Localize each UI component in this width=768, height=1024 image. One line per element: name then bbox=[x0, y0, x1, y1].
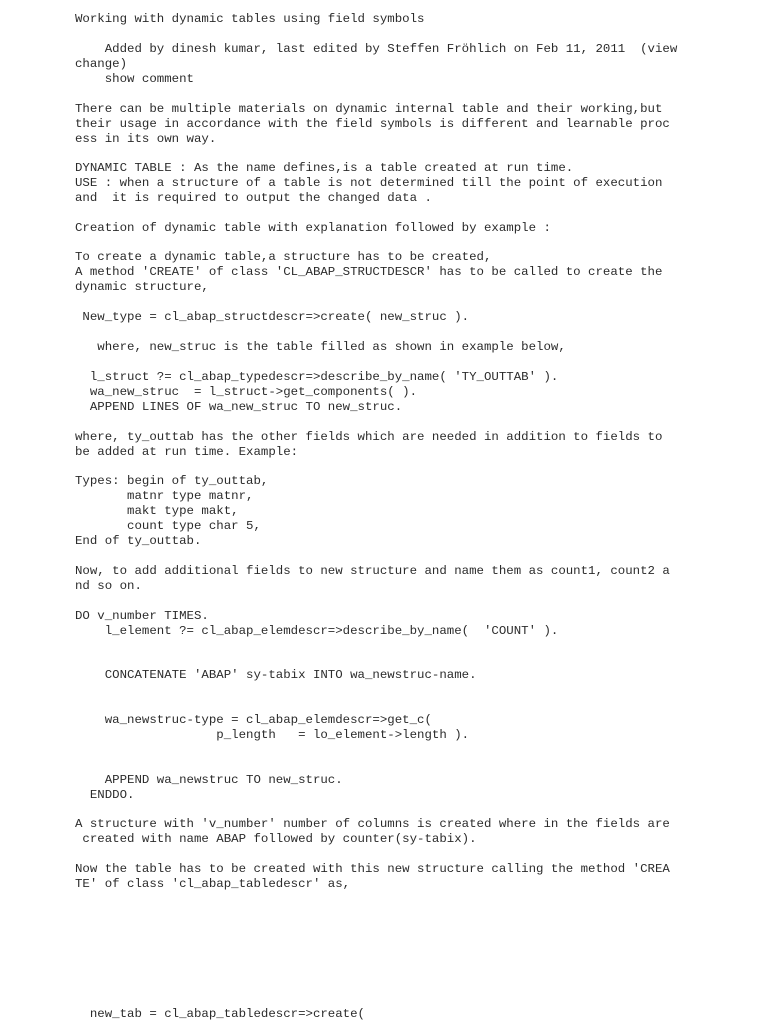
definition-line: DYNAMIC TABLE : As the name defines,is a table created at run time. bbox=[75, 161, 574, 175]
table-create-line: Now the table has to be created with this new structure calling the method 'CREA bbox=[75, 862, 670, 876]
code-fill-struct-line: APPEND LINES OF wa_new_struc TO new_struc. bbox=[75, 400, 403, 414]
steps-intro-line: To create a dynamic table,a structure has to be created, bbox=[75, 250, 492, 264]
add-fields-line: Now, to add additional fields to new structure and name them as count1, count2 a bbox=[75, 564, 670, 578]
code-types-line: End of ty_outtab. bbox=[75, 534, 202, 548]
code-loop-describe: l_element ?= cl_abap_elemdescr=>describe_by_name( 'COUNT' ). bbox=[75, 624, 559, 638]
show-comment-link[interactable]: show comment bbox=[75, 72, 194, 86]
document-title: Working with dynamic tables using field symbols bbox=[75, 12, 425, 26]
steps-intro-line: dynamic structure, bbox=[75, 280, 209, 294]
creation-heading: Creation of dynamic table with explanation followed by example : bbox=[75, 221, 551, 235]
intro-line: There can be multiple materials on dynamic internal table and their working,but bbox=[75, 102, 663, 116]
code-loop-concatenate: CONCATENATE 'ABAP' sy-tabix INTO wa_newstruc-name. bbox=[75, 668, 477, 682]
code-types-line: Types: begin of ty_outtab, bbox=[75, 474, 269, 488]
add-fields-line: nd so on. bbox=[75, 579, 142, 593]
code-loop-enddo: ENDDO. bbox=[75, 788, 135, 802]
intro-line: their usage in accordance with the field symbols is different and learnable proc bbox=[75, 117, 670, 131]
code-loop-append: APPEND wa_newstruc TO new_struc. bbox=[75, 773, 343, 787]
code-loop-get-c: wa_newstruc-type = cl_abap_elemdescr=>get_c( bbox=[75, 713, 432, 727]
code-loop-do: DO v_number TIMES. bbox=[75, 609, 209, 623]
where-ty-outtab-line: where, ty_outtab has the other fields which are needed in addition to fields to bbox=[75, 430, 663, 444]
code-create-struct: New_type = cl_abap_structdescr=>create( new_struc ). bbox=[75, 310, 470, 324]
definition-line: and it is required to output the changed data . bbox=[75, 191, 432, 205]
code-new-tab: new_tab = cl_abap_tabledescr=>create( bbox=[75, 1007, 365, 1021]
code-fill-struct-line: l_struct ?= cl_abap_typedescr=>describe_by_name( 'TY_OUTTAB' ). bbox=[75, 370, 559, 384]
structure-result-line: A structure with 'v_number' number of columns is created where in the fields are bbox=[75, 817, 670, 831]
definition-line: USE : when a structure of a table is not determined till the point of execution bbox=[75, 176, 663, 190]
code-types-line: matnr type matnr, bbox=[75, 489, 254, 503]
edit-info-line: Added by dinesh kumar, last edited by Steffen Fröhlich on Feb 11, 2011 (view bbox=[75, 42, 678, 56]
where-ty-outtab-line: be added at run time. Example: bbox=[75, 445, 299, 459]
structure-result-line: created with name ABAP followed by counter(sy-tabix). bbox=[75, 832, 477, 846]
where-new-struc-text: where, new_struc is the table filled as shown in example below, bbox=[75, 340, 566, 354]
steps-intro-line: A method 'CREATE' of class 'CL_ABAP_STRUCTDESCR' has to be called to create the bbox=[75, 265, 663, 279]
code-types-line: count type char 5, bbox=[75, 519, 261, 533]
code-types-line: makt type makt, bbox=[75, 504, 239, 518]
code-loop-get-c-continued: p_length = lo_element->length ). bbox=[75, 728, 470, 742]
intro-line: ess in its own way. bbox=[75, 132, 217, 146]
code-fill-struct-line: wa_new_struc = l_struct->get_components( ). bbox=[75, 385, 418, 399]
table-create-line: TE' of class 'cl_abap_tabledescr' as, bbox=[75, 877, 351, 891]
edit-info-line-continued: change) bbox=[75, 57, 128, 71]
